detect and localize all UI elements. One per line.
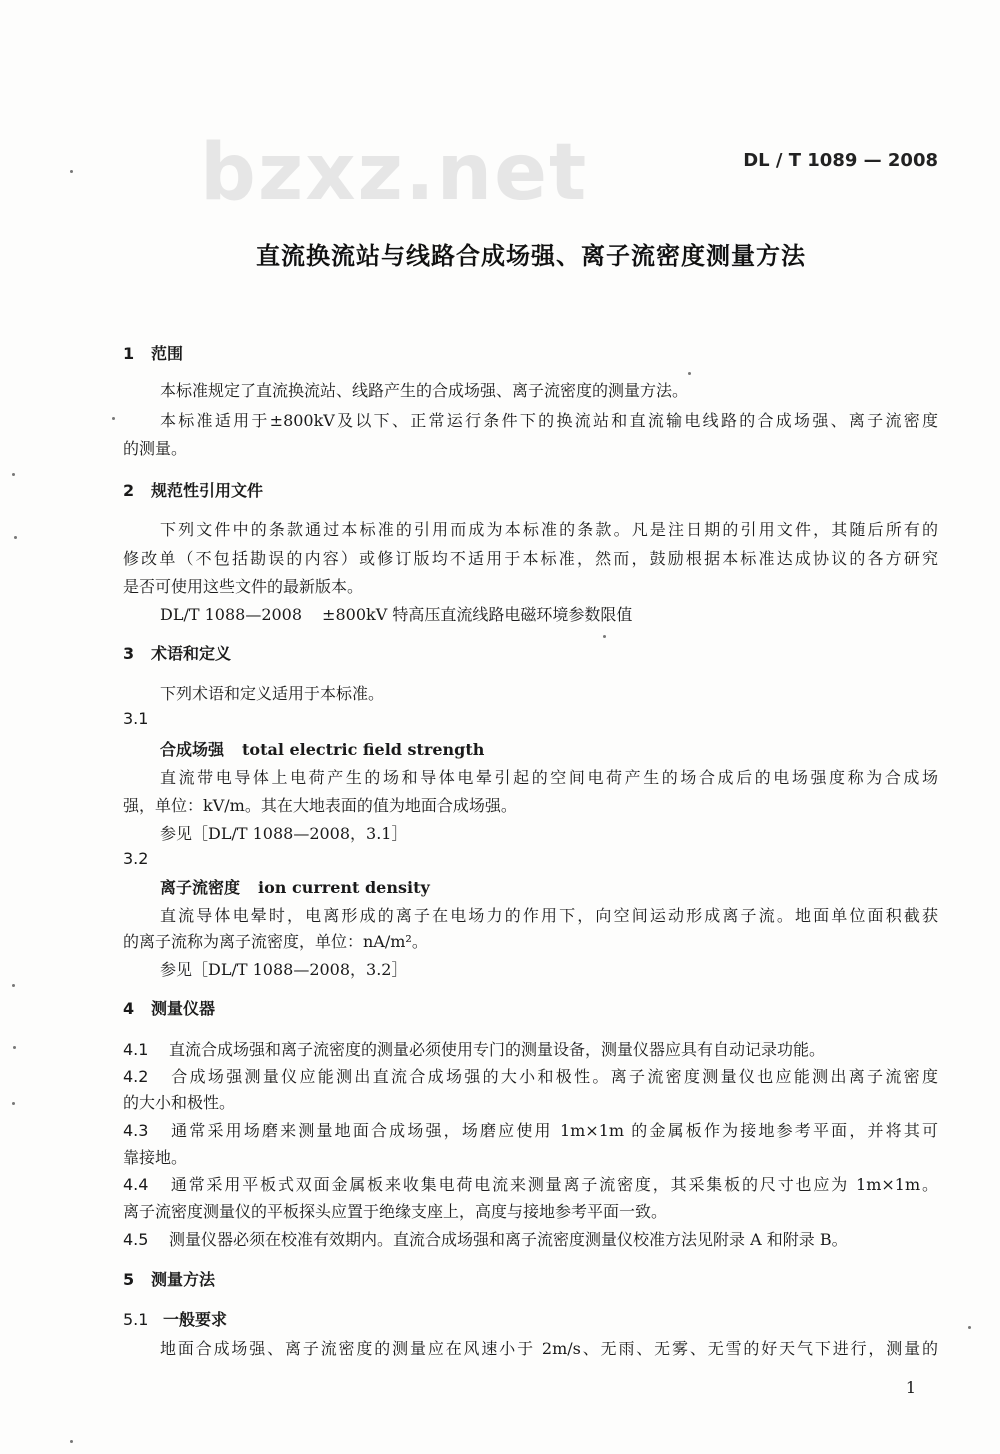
clause-4-3 xyxy=(123,1118,938,1141)
section-1-paragraph-1: 本标准规定了直流换流站、线路产生的合成场强、离子流密度的测量方法。 xyxy=(160,381,689,400)
section-1-paragraph-2-line-2: 的测量。 xyxy=(123,439,188,458)
clause-4-4-text: 通常采用平板式双面金属板来收集电荷电流来测量离子流密度，其采集板的尺寸也应为 1m×1m。 xyxy=(169,1175,938,1194)
clause-4-4-continuation: 离子流密度测量仪的平板探头应置于绝缘支座上，高度与接地参考平面一致。 xyxy=(123,1202,668,1221)
section-4-heading xyxy=(123,996,215,1019)
term-3-1-definition-line-2: 强，单位：kV/m。其在大地表面的值为地面合成场强。 xyxy=(123,796,517,815)
term-3-2-number: 3.2 xyxy=(123,849,149,868)
clause-4-3-continuation: 靠接地。 xyxy=(123,1148,188,1167)
section-3-heading xyxy=(123,641,231,664)
section-5-title: 测量方法 xyxy=(151,1270,216,1289)
section-2-paragraph-line-1: 下列文件中的条款通过本标准的引用而成为本标准的条款。凡是注日期的引用文件，其随后所有的 xyxy=(160,520,938,539)
clause-4-5 xyxy=(123,1227,848,1250)
term-3-2-definition-line-2: 的离子流称为离子流密度，单位：nA/m²。 xyxy=(123,932,428,951)
section-5-number: 5 xyxy=(123,1270,135,1289)
section-1-heading xyxy=(123,341,183,364)
section-5-heading xyxy=(123,1267,215,1290)
term-3-1-chinese: 合成场强 xyxy=(160,740,225,759)
section-4-number: 4 xyxy=(123,999,135,1018)
section-4-title: 测量仪器 xyxy=(151,999,216,1018)
clause-4-2-continuation: 的大小和极性。 xyxy=(123,1093,236,1112)
scan-speck xyxy=(12,984,15,987)
document-title: 直流换流站与线路合成场强、离子流密度测量方法 xyxy=(256,242,806,270)
section-3-number: 3 xyxy=(123,644,135,663)
clause-4-5-number: 4.5 xyxy=(123,1230,149,1249)
term-3-2-english: ion current density xyxy=(258,878,430,897)
standard-number: DL / T 1089 — 2008 xyxy=(743,150,938,171)
section-1-title: 范围 xyxy=(151,344,184,363)
subsection-5-1-heading xyxy=(123,1307,227,1330)
reference-code: DL/T 1088—2008 xyxy=(160,605,303,624)
term-3-2-definition-line-1: 直流导体电晕时，电离形成的离子在电场力的作用下，向空间运动形成离子流。地面单位面积截获 xyxy=(160,906,938,925)
watermark: bzxz.net xyxy=(200,128,589,218)
clause-4-3-number: 4.3 xyxy=(123,1121,149,1140)
clause-4-1-number: 4.1 xyxy=(123,1040,149,1059)
scan-speck xyxy=(12,473,15,476)
subsection-5-1-number: 5.1 xyxy=(123,1310,149,1329)
page-number: 1 xyxy=(905,1378,916,1397)
subsection-5-1-paragraph: 地面合成场强、离子流密度的测量应在风速小于 2m/s、无雨、无雾、无雪的好天气下进行，测量的 xyxy=(160,1339,938,1358)
term-3-2-chinese: 离子流密度 xyxy=(160,878,241,897)
scan-speck xyxy=(968,1326,971,1329)
section-1-paragraph-2-line-1: 本标准适用于±800kV及以下、正常运行条件下的换流站和直流输电线路的合成场强、离子流密度 xyxy=(160,411,938,430)
clause-4-4 xyxy=(123,1172,938,1195)
term-3-2-reference: 参见［DL/T 1088—2008，3.2］ xyxy=(160,960,408,979)
section-2-title: 规范性引用文件 xyxy=(151,481,264,500)
section-1-number: 1 xyxy=(123,344,135,363)
term-3-1 xyxy=(160,737,484,760)
term-3-2 xyxy=(160,875,430,898)
section-2-number: 2 xyxy=(123,481,135,500)
scan-speck xyxy=(603,635,606,638)
scan-speck xyxy=(13,1046,16,1049)
clause-4-1 xyxy=(123,1037,825,1060)
section-2-heading xyxy=(123,478,263,501)
section-3-title: 术语和定义 xyxy=(151,644,232,663)
clause-4-4-number: 4.4 xyxy=(123,1175,149,1194)
clause-4-1-text: 直流合成场强和离子流密度的测量必须使用专门的测量设备，测量仪器应具有自动记录功能。 xyxy=(169,1040,826,1059)
term-3-1-english: total electric field strength xyxy=(242,740,485,759)
clause-4-2-text: 合成场强测量仪应能测出直流合成场强的大小和极性。离子流密度测量仪也应能测出离子流密度 xyxy=(169,1067,938,1086)
scan-speck xyxy=(688,372,691,375)
term-3-1-number: 3.1 xyxy=(123,709,149,728)
reference-title: ±800kV 特高压直流线路电磁环境参数限值 xyxy=(322,605,633,624)
scan-speck xyxy=(112,417,115,420)
clause-4-2 xyxy=(123,1064,938,1087)
section-2-paragraph-line-2: 修改单（不包括勘误的内容）或修订版均不适用于本标准，然而，鼓励根据本标准达成协议的各方研究 xyxy=(123,549,938,568)
section-2-paragraph-line-3: 是否可使用这些文件的最新版本。 xyxy=(123,577,364,596)
term-3-1-reference: 参见［DL/T 1088—2008，3.1］ xyxy=(160,824,408,843)
clause-4-5-text: 测量仪器必须在校准有效期内。直流合成场强和离子流密度测量仪校准方法见附录 A 和附录 B。 xyxy=(169,1230,848,1249)
scan-speck xyxy=(70,1440,73,1443)
normative-reference xyxy=(160,602,632,625)
clause-4-3-text: 通常采用场磨来测量地面合成场强，场磨应使用 1m×1m 的金属板作为接地参考平面，并将其可 xyxy=(169,1121,938,1140)
scan-speck xyxy=(70,170,73,173)
section-3-intro: 下列术语和定义适用于本标准。 xyxy=(160,684,385,703)
scan-speck xyxy=(12,1102,15,1105)
clause-4-2-number: 4.2 xyxy=(123,1067,149,1086)
scan-speck xyxy=(14,536,17,539)
term-3-1-definition-line-1: 直流带电导体上电荷产生的场和导体电晕引起的空间电荷产生的场合成后的电场强度称为合成场 xyxy=(160,768,938,787)
subsection-5-1-title: 一般要求 xyxy=(163,1310,228,1329)
